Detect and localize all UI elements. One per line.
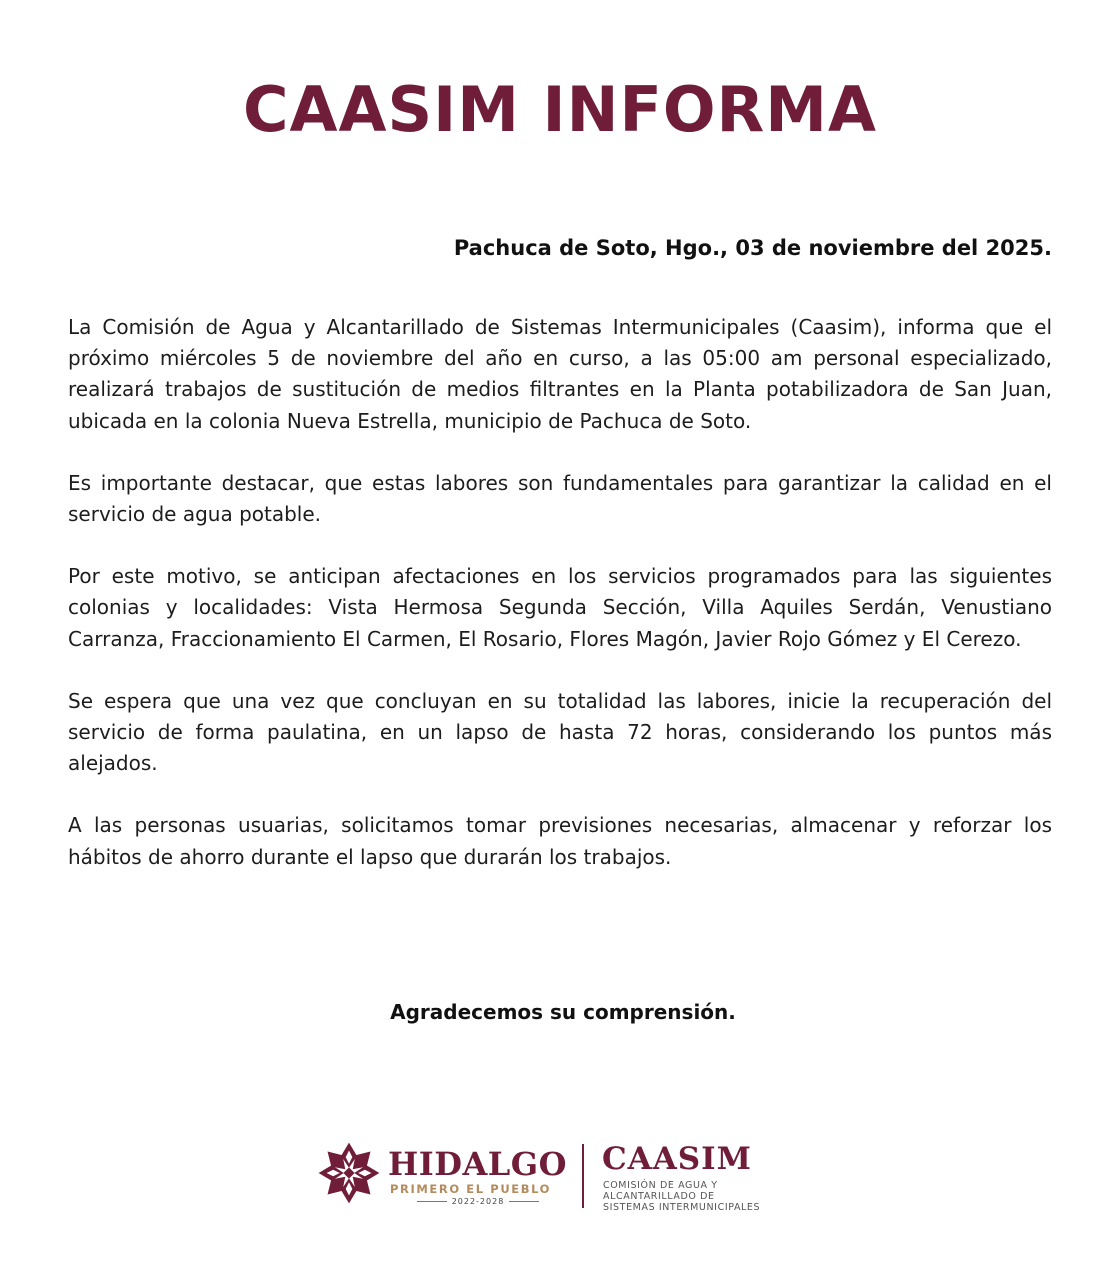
divider-line xyxy=(509,1201,539,1202)
caasim-wordmark: CAASIM xyxy=(602,1141,752,1177)
caasim-subtitle xyxy=(603,1180,760,1213)
dateline: Pachuca de Soto, Hgo., 03 de noviembre del 2025. xyxy=(453,236,1052,260)
years-text: 2022-2028 xyxy=(451,1197,505,1206)
caasim-subtitle-line: SISTEMAS INTERMUNICIPALES xyxy=(603,1202,761,1213)
hidalgo-wordmark: HIDALGO xyxy=(388,1145,567,1183)
page-title: CAASIM INFORMA xyxy=(243,72,877,146)
paragraph: A las personas usuarias, solicitamos tomar previsiones necesarias, almacenar y reforzar los hábitos de ahorro durante el lapso que durarán los trabajos. xyxy=(68,813,1052,869)
caasim-subtitle-line: ALCANTARILLADO DE xyxy=(603,1191,715,1202)
hidalgo-tagline: PRIMERO EL PUEBLO xyxy=(390,1182,551,1196)
paragraph: Se espera que una vez que concluyan en su totalidad las labores, inicie la recuperación del servicio de forma paulatina, en un lapso de hasta 72 horas, considerando los puntos más alejados. xyxy=(68,688,1052,776)
paragraph: Es importante destacar, que estas labores son fundamentales para garantizar la calidad en el servicio de agua potable. xyxy=(68,470,1052,527)
paragraph: Por este motivo, se anticipan afectaciones en los servicios programados para las siguientes colonias y localidades: Vista Hermosa Segunda Sección, Villa Aquiles Serdán, Venustiano Carranza, Fraccionamiento El Carmen, El Rosario, Flores Magón, Javier Rojo Gómez y El Cerezo. xyxy=(68,564,1052,651)
announcement-body xyxy=(68,312,1052,904)
divider-line xyxy=(417,1201,447,1202)
hidalgo-flower-icon xyxy=(316,1140,382,1206)
logo-divider xyxy=(582,1144,584,1208)
hidalgo-years xyxy=(390,1197,566,1206)
paragraph: La Comisión de Agua y Alcantarillado de Sistemas Intermunicipales (Caasim), informa que el próximo miércoles 5 de noviembre del año en curso, a las 05:00 am personal especializado, realizará trabajos de sustitución de medios filtrantes en la Planta potabilizadora de San Juan, ubicada en la colonia Nueva Estrella, municipio de Pachuca de Soto. xyxy=(68,315,1052,433)
caasim-subtitle-line: COMISIÓN DE AGUA Y xyxy=(603,1180,718,1191)
closing-line: Agradecemos su comprensión. xyxy=(390,1000,736,1024)
footer-logos xyxy=(316,1138,786,1222)
